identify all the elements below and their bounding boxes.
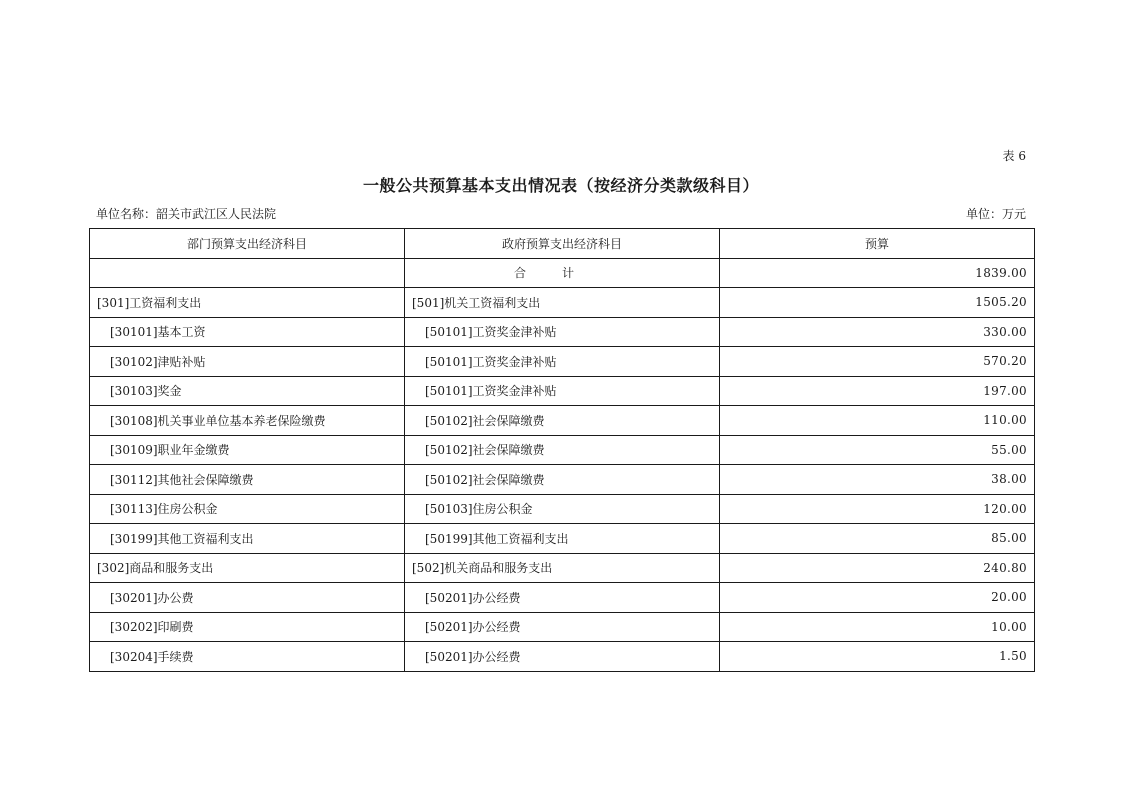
budget-amount-cell: 10.00 [720, 612, 1035, 642]
gov-subject-cell: [502]机关商品和服务支出 [405, 553, 720, 583]
gov-subject-cell: [50101]工资奖金津补贴 [405, 347, 720, 377]
dept-subject-cell: [30101]基本工资 [90, 317, 405, 347]
header-budget: 预算 [720, 229, 1035, 259]
table-row [90, 612, 1035, 642]
table-row [90, 435, 1035, 465]
budget-amount-cell: 85.00 [720, 524, 1035, 554]
gov-subject-cell: [50103]住房公积金 [405, 494, 720, 524]
gov-subject-cell: [50102]社会保障缴费 [405, 465, 720, 495]
header-dept-subject: 部门预算支出经济科目 [90, 229, 405, 259]
unit-name: 单位名称：韶关市武江区人民法院 [96, 207, 277, 221]
budget-amount-cell: 240.80 [720, 553, 1035, 583]
dept-subject-cell: [30102]津贴补贴 [90, 347, 405, 377]
dept-subject-cell: [30112]其他社会保障缴费 [90, 465, 405, 495]
unit-info-row [96, 205, 1026, 222]
table-row [90, 465, 1035, 495]
table-row [90, 376, 1035, 406]
dept-subject-cell: [30109]职业年金缴费 [90, 435, 405, 465]
table-header-row [90, 229, 1035, 259]
gov-subject-cell: [50201]办公经费 [405, 612, 720, 642]
table-row [90, 288, 1035, 318]
gov-subject-cell: [50102]社会保障缴费 [405, 406, 720, 436]
table-row [90, 642, 1035, 672]
budget-amount-cell: 570.20 [720, 347, 1035, 377]
header-gov-subject: 政府预算支出经济科目 [405, 229, 720, 259]
budget-amount-cell: 1.50 [720, 642, 1035, 672]
unit-measure: 单位：万元 [965, 207, 1026, 221]
dept-subject-cell: [30108]机关事业单位基本养老保险缴费 [90, 406, 405, 436]
table-row [90, 494, 1035, 524]
table-row [90, 524, 1035, 554]
budget-amount-cell: 330.00 [720, 317, 1035, 347]
gov-subject-cell: [501]机关工资福利支出 [405, 288, 720, 318]
budget-amount-cell: 20.00 [720, 583, 1035, 613]
total-label: 合计 [405, 258, 720, 288]
gov-subject-cell: [50199]其他工资福利支出 [405, 524, 720, 554]
gov-subject-cell: [50201]办公经费 [405, 642, 720, 672]
gov-subject-cell: [50101]工资奖金津补贴 [405, 317, 720, 347]
dept-subject-cell: [30204]手续费 [90, 642, 405, 672]
budget-amount-cell: 1505.20 [720, 288, 1035, 318]
dept-subject-cell: [30201]办公费 [90, 583, 405, 613]
dept-subject-cell: [302]商品和服务支出 [90, 553, 405, 583]
dept-subject-cell: [30113]住房公积金 [90, 494, 405, 524]
total-empty-cell [90, 258, 405, 288]
dept-subject-cell: [301]工资福利支出 [90, 288, 405, 318]
page-title: 一般公共预算基本支出情况表（按经济分类款级科目） [362, 176, 759, 195]
table-row [90, 583, 1035, 613]
gov-subject-cell: [50101]工资奖金津补贴 [405, 376, 720, 406]
dept-subject-cell: [30202]印刷费 [90, 612, 405, 642]
table-number: 表 6 [1002, 149, 1026, 163]
table-row [90, 317, 1035, 347]
budget-amount-cell: 197.00 [720, 376, 1035, 406]
budget-amount-cell: 38.00 [720, 465, 1035, 495]
total-row [90, 258, 1035, 288]
budget-amount-cell: 120.00 [720, 494, 1035, 524]
gov-subject-cell: [50102]社会保障缴费 [405, 435, 720, 465]
dept-subject-cell: [30103]奖金 [90, 376, 405, 406]
table-row [90, 347, 1035, 377]
budget-table [89, 228, 1035, 672]
gov-subject-cell: [50201]办公经费 [405, 583, 720, 613]
budget-amount-cell: 55.00 [720, 435, 1035, 465]
total-amount: 1839.00 [720, 258, 1035, 288]
table-row [90, 553, 1035, 583]
budget-amount-cell: 110.00 [720, 406, 1035, 436]
dept-subject-cell: [30199]其他工资福利支出 [90, 524, 405, 554]
table-row [90, 406, 1035, 436]
